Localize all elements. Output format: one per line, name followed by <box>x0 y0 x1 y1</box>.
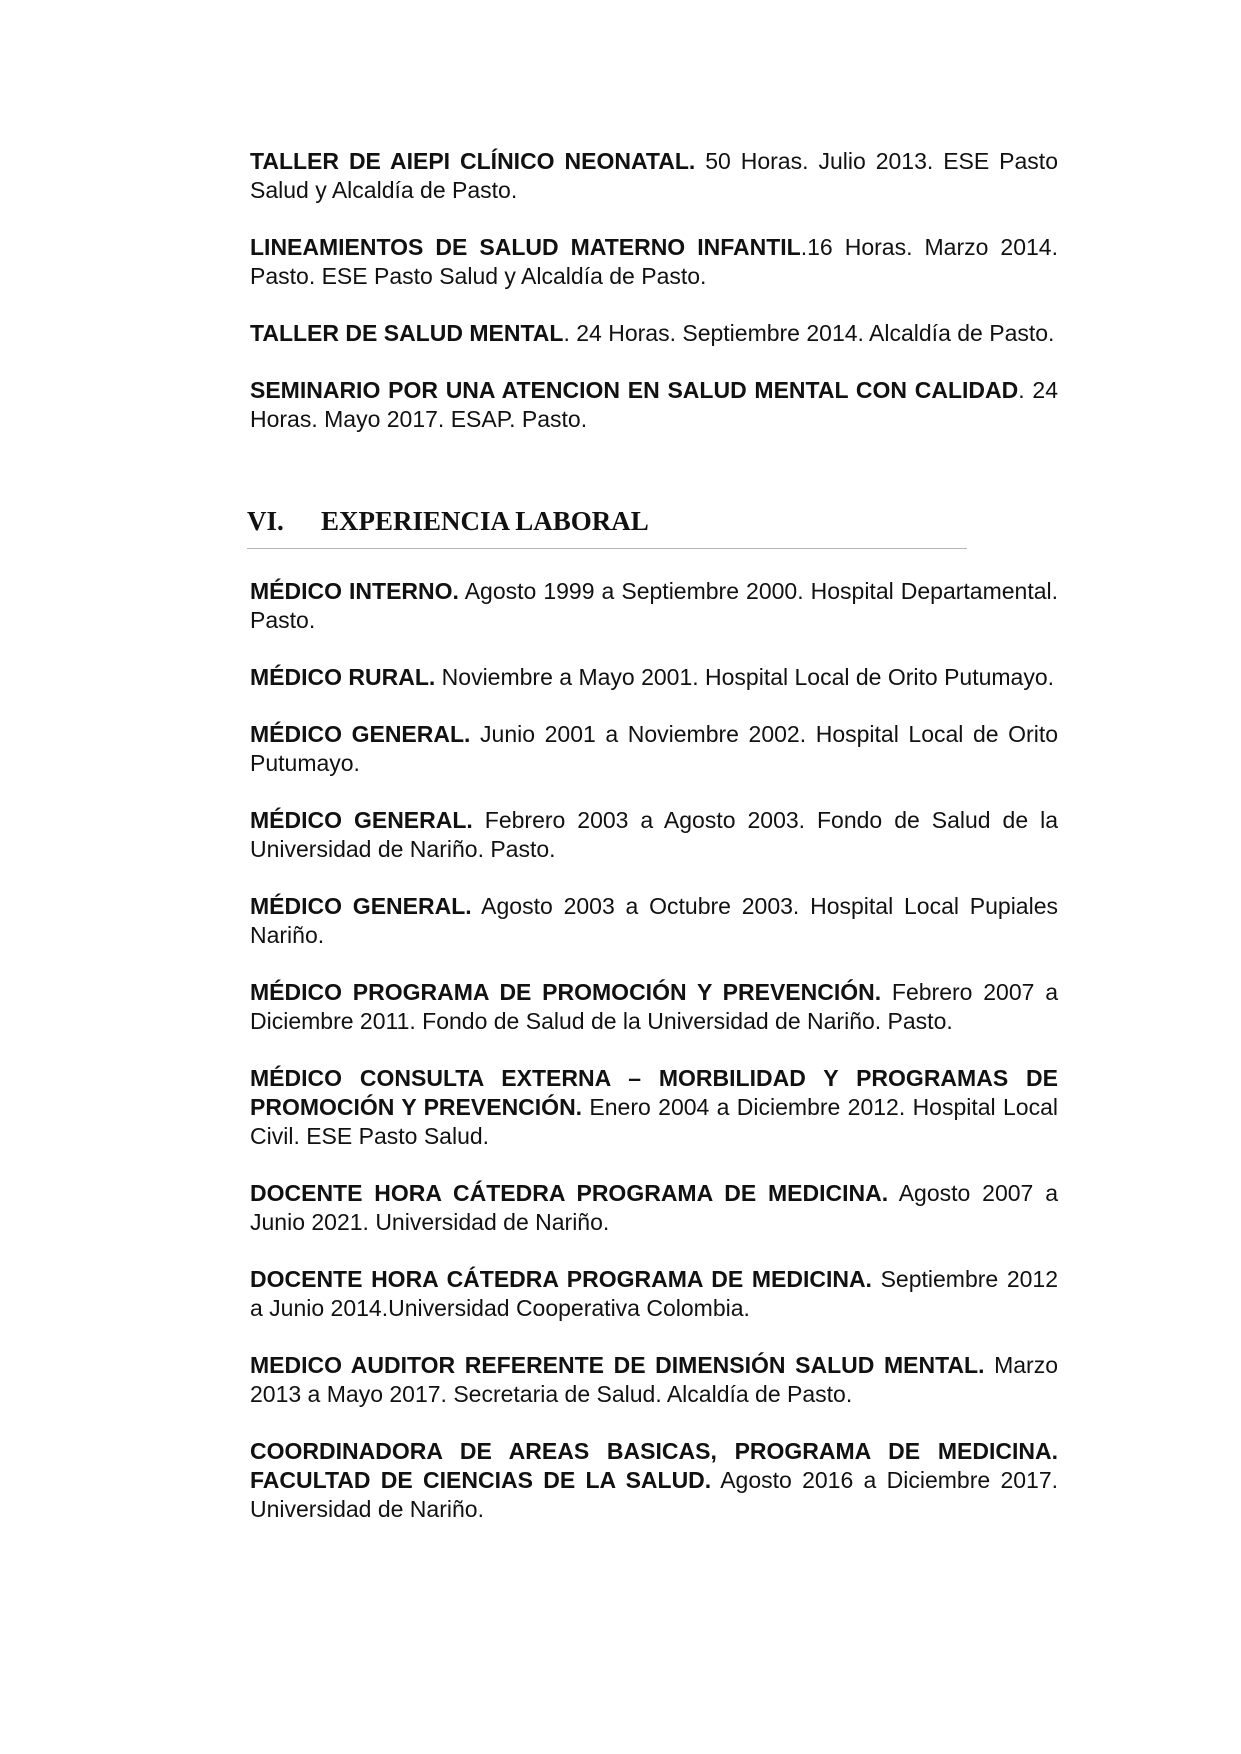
entry-title: LINEAMIENTOS DE SALUD MATERNO INFANTIL <box>250 234 801 260</box>
entry-detail: 50 Horas. Julio 2013. ESE Pasto Salud y Alcaldía de Pasto. <box>250 148 1058 203</box>
entry-title: MÉDICO CONSULTA EXTERNA – MORBILIDAD Y PROGRAMAS DE PROMOCIÓN Y PREVENCIÓN. <box>250 1065 1058 1120</box>
entry-detail: Agosto 2007 a Junio 2021. Universidad de Nariño. <box>250 1180 1058 1235</box>
entry-title: MÉDICO RURAL. <box>250 664 436 690</box>
entry-title: MÉDICO PROGRAMA DE PROMOCIÓN Y PREVENCIÓN. <box>250 979 882 1005</box>
entry-detail: Agosto 2016 a Diciembre 2017. Universidad de Nariño. <box>250 1467 1059 1522</box>
experience-entry <box>250 1265 1058 1323</box>
entry-title: DOCENTE HORA CÁTEDRA PROGRAMA DE MEDICINA. <box>250 1180 889 1206</box>
experience-entry <box>250 720 1058 778</box>
entry-detail: Febrero 2003 a Agosto 2003. Fondo de Salud de la Universidad de Nariño. Pasto. <box>250 807 1058 862</box>
experience-entry <box>250 1179 1058 1237</box>
entry-title: MÉDICO GENERAL. <box>250 893 472 919</box>
section-heading <box>247 504 967 549</box>
experience-entry <box>250 892 1058 950</box>
experience-entry <box>250 1351 1058 1409</box>
entry-detail: Enero 2004 a Diciembre 2012. Hospital Local Civil. ESE Pasto Salud. <box>250 1094 1058 1149</box>
entry-detail: Noviembre a Mayo 2001. Hospital Local de Orito Putumayo. <box>435 664 1055 690</box>
entry-detail: . 24 Horas. Mayo 2017. ESAP. Pasto. <box>250 377 1058 432</box>
entry-title: MÉDICO GENERAL. <box>250 807 473 833</box>
entry-detail: Junio 2001 a Noviembre 2002. Hospital Local de Orito Putumayo. <box>250 721 1058 776</box>
entry-detail: . 24 Horas. Septiembre 2014. Alcaldía de Pasto. <box>563 320 1055 346</box>
page-content <box>247 147 1059 1552</box>
section-title: EXPERIENCIA LABORAL <box>321 506 649 536</box>
entry-title: MEDICO AUDITOR REFERENTE DE DIMENSIÓN SALUD MENTAL. <box>250 1352 985 1378</box>
experience-entry <box>250 663 1058 692</box>
entry-detail: Agosto 1999 a Septiembre 2000. Hospital Departamental. Pasto. <box>250 578 1059 633</box>
entry-title: MÉDICO GENERAL. <box>250 721 471 747</box>
training-entry <box>250 376 1058 434</box>
experience-entry <box>250 806 1058 864</box>
entry-detail: Marzo 2013 a Mayo 2017. Secretaria de Salud. Alcaldía de Pasto. <box>250 1352 1058 1407</box>
entry-title: TALLER DE AIEPI CLÍNICO NEONATAL. <box>250 148 696 174</box>
entry-title: DOCENTE HORA CÁTEDRA PROGRAMA DE MEDICINA. <box>250 1266 872 1292</box>
section-number: VI. <box>247 506 284 536</box>
entry-detail: Septiembre 2012 a Junio 2014.Universidad Cooperativa Colombia. <box>250 1266 1058 1321</box>
entry-detail: Agosto 2003 a Octubre 2003. Hospital Local Pupiales Nariño. <box>250 893 1058 948</box>
entry-title: TALLER DE SALUD MENTAL <box>250 320 564 346</box>
training-list <box>250 147 1058 434</box>
training-entry <box>250 233 1058 291</box>
training-entry <box>250 147 1058 205</box>
experience-entry <box>250 1437 1058 1524</box>
training-entry <box>250 319 1058 348</box>
experience-entry <box>250 577 1058 635</box>
entry-title: COORDINADORA DE AREAS BASICAS, PROGRAMA DE MEDICINA. FACULTAD DE CIENCIAS DE LA SALUD. <box>250 1438 1058 1493</box>
experience-entry <box>250 978 1058 1036</box>
experience-list <box>250 577 1058 1524</box>
entry-detail: .16 Horas. Marzo 2014. Pasto. ESE Pasto Salud y Alcaldía de Pasto. <box>250 234 1058 289</box>
entry-title: MÉDICO INTERNO. <box>250 578 459 604</box>
experience-entry <box>250 1064 1058 1151</box>
entry-title: SEMINARIO POR UNA ATENCION EN SALUD MENTAL CON CALIDAD <box>250 377 1019 403</box>
entry-detail: Febrero 2007 a Diciembre 2011. Fondo de Salud de la Universidad de Nariño. Pasto. <box>250 979 1058 1034</box>
